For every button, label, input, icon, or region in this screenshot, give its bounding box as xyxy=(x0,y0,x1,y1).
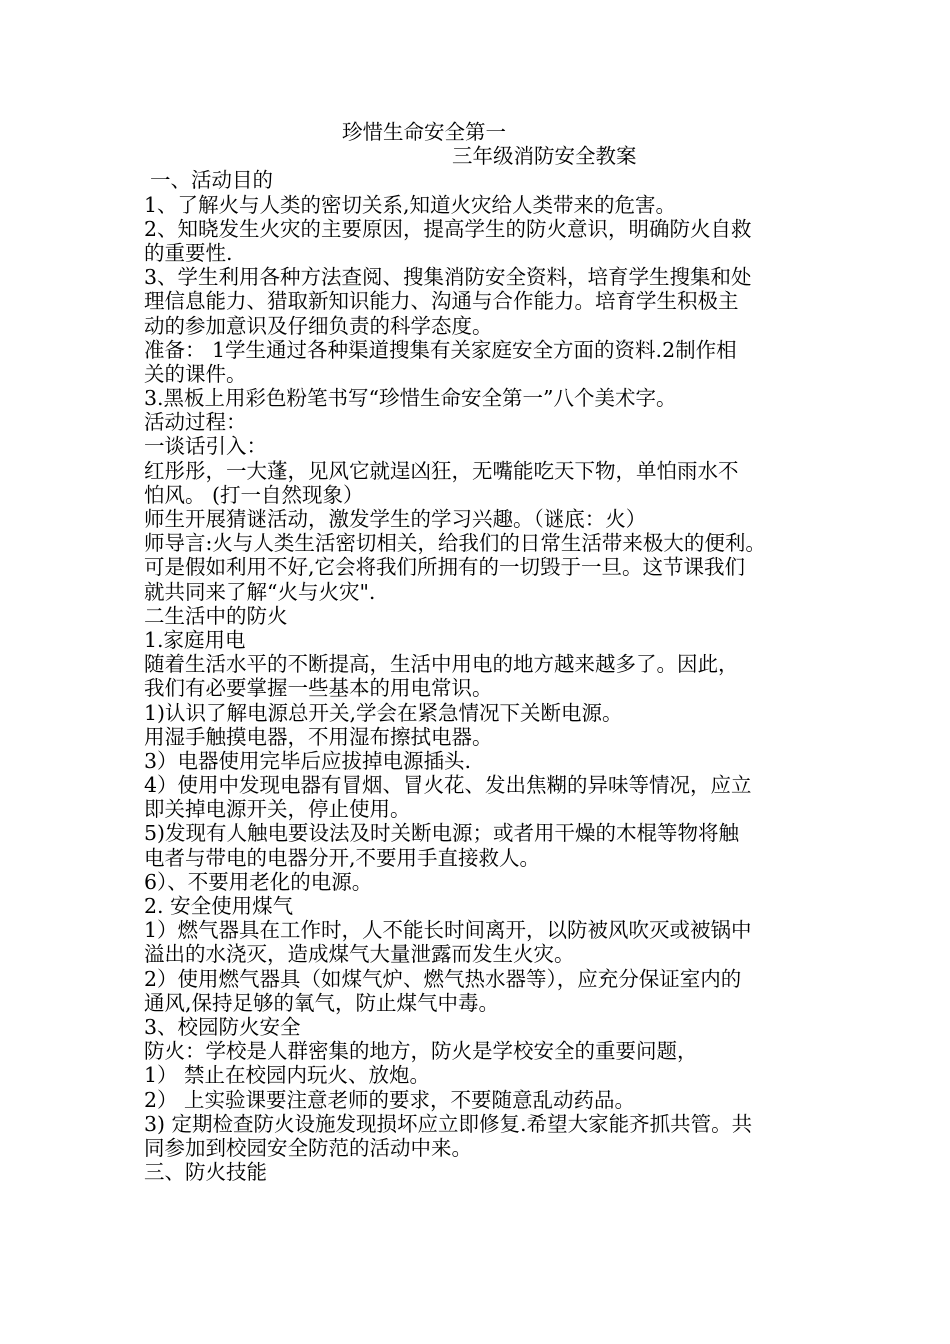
list-item: 用湿手触摸电器，不用湿布擦拭电器。 xyxy=(144,724,493,749)
text-line: 关的课件。 xyxy=(144,361,247,386)
list-item: 1）燃气器具在工作时，人不能长时间离开，以防被风吹灭或被锅中 xyxy=(144,918,752,943)
section-heading-introduction: 一谈话引入： xyxy=(144,434,267,459)
text-line: 1、了解火与人类的密切关系,知道火灾给人类带来的危害。 xyxy=(144,192,677,217)
text-line: 防火：学校是人群密集的地方，防火是学校安全的重要问题， xyxy=(144,1039,698,1064)
section-heading-fire-prevention-in-life: 二生活中的防火 xyxy=(144,603,288,628)
text-line: 我们有必要掌握一些基本的用电常识。 xyxy=(144,676,493,701)
text-line: 随着生活水平的不断提高，生活中用电的地方越来越多了。因此， xyxy=(144,652,739,677)
text-line: 3、学生利用各种方法查阅、搜集消防安全资料，培育学生搜集和处 xyxy=(144,265,752,290)
text-line: 怕风。 (打一自然现象） xyxy=(144,482,364,507)
text-line: 红彤彤，一大蓬，见风它就逞凶狂，无嘴能吃天下物，单怕雨水不 xyxy=(144,458,739,483)
list-item: 2） 上实验课要注意老师的要求，不要随意乱动药品。 xyxy=(144,1087,636,1112)
text-line: 师生开展猜谜活动，激发学生的学习兴趣。（谜底：火） xyxy=(144,507,647,531)
list-item: 4）使用中发现电器有冒烟、冒火花、发出焦糊的异味等情况，应立 xyxy=(144,773,752,798)
document-subtitle: 三年级消防安全教案 xyxy=(452,144,637,169)
subsection-heading-gas-safety: 2. 安全使用煤气 xyxy=(144,894,294,918)
document-body xyxy=(144,120,814,1184)
text-line: 2、知晓发生火灾的主要原因，提高学生的防火意识，明确防火自救 xyxy=(144,216,752,241)
list-item: 3) 定期检查防火设施发现损坏应立即修复.希望大家能齐抓共管。共 xyxy=(144,1111,753,1136)
list-item: 1） 禁止在校园内玩火、放炮。 xyxy=(144,1063,431,1088)
list-item: 3）电器使用完毕后应拔掉电源插头. xyxy=(144,748,472,773)
subsection-heading-campus-fire-safety: 3、校园防火安全 xyxy=(144,1014,301,1039)
section-heading-activity-goals: 一、活动目的 xyxy=(150,168,273,193)
text-line: 通风,保持足够的氧气，防止煤气中毒。 xyxy=(144,990,500,1015)
text-line: 即关掉电源开关，停止使用。 xyxy=(144,797,411,822)
text-line: 准备： 1学生通过各种渠道搜集有关家庭安全方面的资料.2制作相 xyxy=(144,337,737,362)
text-line: 理信息能力、猎取新知识能力、沟通与合作能力。培育学生积极主 xyxy=(144,289,739,314)
section-heading-fire-skills: 三、防火技能 xyxy=(144,1160,267,1185)
list-item: 2）使用燃气器具（如煤气炉、燃气热水器等），应充分保证室内的 xyxy=(144,966,742,991)
subsection-heading-household-electricity: 1.家庭用电 xyxy=(144,627,246,652)
text-line: 3.黑板上用彩色粉笔书写“珍惜生命安全第一”八个美术字。 xyxy=(144,386,677,411)
text-line: 可是假如利用不好,它会将我们所拥有的一切毁于一旦。这节课我们 xyxy=(144,555,746,580)
text-line: 动的参加意识及仔细负责的科学态度。 xyxy=(144,313,493,338)
document-title: 珍惜生命安全第一 xyxy=(342,120,506,144)
text-line: 就共同来了解“火与火灾". xyxy=(144,579,376,604)
list-item: 6）、不要用老化的电源。 xyxy=(144,869,373,894)
section-heading-activity-process: 活动过程： xyxy=(144,410,247,435)
list-item: 5)发现有人触电要设法及时关断电源；或者用干燥的木棍等物将触 xyxy=(144,821,740,846)
text-line: 师导言:火与人类生活密切相关，给我们的日常生活带来极大的便利。 xyxy=(144,531,766,556)
text-line: 溢出的水浇灭，造成煤气大量泄露而发生火灾。 xyxy=(144,942,575,967)
text-line: 电者与带电的电器分开,不要用手直接救人。 xyxy=(144,845,541,870)
text-line: 同参加到校园安全防范的活动中来。 xyxy=(144,1135,472,1160)
list-item: 1)认识了解电源总开关,学会在紧急情况下关断电源。 xyxy=(144,700,623,725)
text-line: 的重要性. xyxy=(144,240,233,265)
